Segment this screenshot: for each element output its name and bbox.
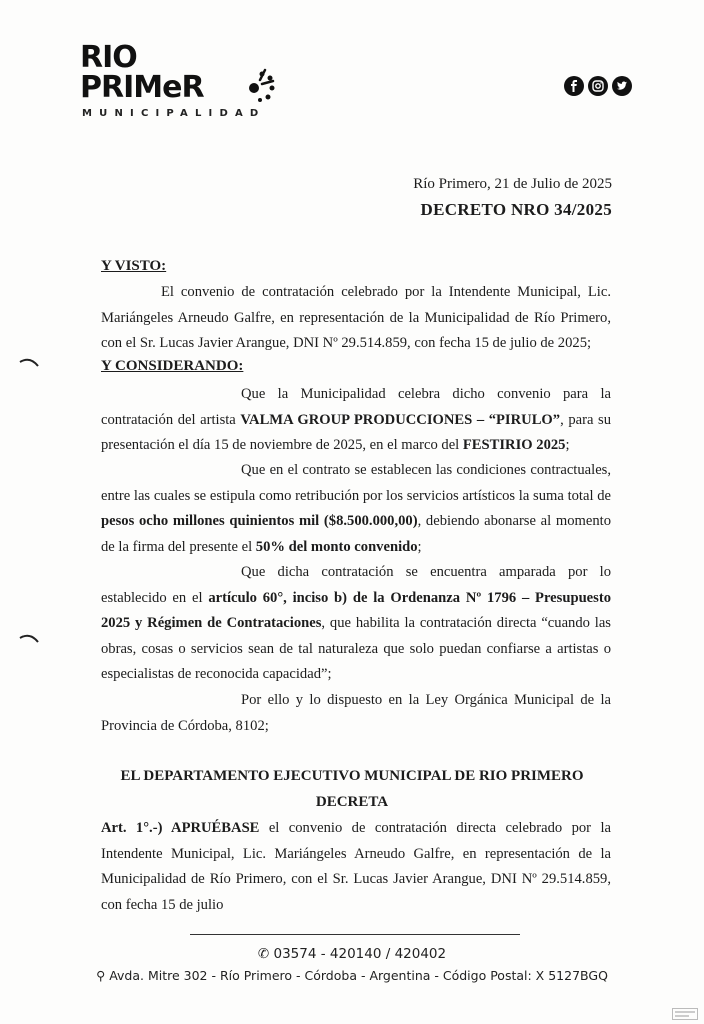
- department-heading: EL DEPARTAMENTO EJECUTIVO MUNICIPAL DE RIO PRIMERO: [120, 768, 584, 784]
- text-span: ;: [417, 538, 422, 555]
- municipality-logo: [80, 40, 300, 124]
- document-date: Río Primero, 21 de Julio de 2025: [413, 176, 612, 192]
- text-span: , para su presentación el día 15 de noviembre de 2025, en el marco del: [101, 411, 611, 454]
- text-span: , que habilita la contratación directa “cuando las obras, cosas o servicios sean de tal naturaleza que solo puedan confiarse a artistas o especialistas de reconocida capacidad”;: [101, 615, 611, 683]
- sun-mark-icon: [240, 64, 280, 104]
- visto-heading: Y VISTO:: [101, 258, 167, 274]
- considerando-paragraph-3: [101, 560, 611, 688]
- decreta-heading: DECRETA: [315, 794, 389, 810]
- footer-divider: [190, 934, 520, 935]
- artist-name: VALMA GROUP PRODUCCIONES – “PIRULO”: [240, 411, 561, 428]
- twitter-icon[interactable]: [612, 76, 632, 96]
- social-icons: [564, 76, 632, 96]
- considerando-paragraph-1: [101, 382, 611, 459]
- text-span: ;: [565, 437, 570, 454]
- margin-mark: [18, 356, 40, 370]
- visto-paragraph: El convenio de contratación celebrado por la Intendente Municipal, Lic. Mariángeles Arneudo Galfre, en representación de la Municipalidad de Río Primero, con el Sr. Lucas Javier Arangue, DNI Nº 29.514.859, con fecha 15 de julio de 2025;: [101, 284, 611, 352]
- footer-phone: [0, 946, 704, 962]
- considerando-paragraph-4: Por ello y lo dispuesto en la Ley Orgánica Municipal de la Provincia de Córdoba, 8102;: [101, 692, 611, 734]
- text-span: , debiendo abonarse al momento de la firma del presente el: [101, 513, 612, 555]
- instagram-icon[interactable]: [588, 76, 608, 96]
- logo-line1: RIO: [80, 40, 137, 75]
- text-span: Que en el contrato se establecen las condiciones contractuales, entre las cuales se estipula como retribución por los servicios artísticos la suma total de: [101, 462, 611, 504]
- margin-mark: [18, 632, 40, 646]
- considerando-heading: Y CONSIDERANDO:: [101, 358, 244, 374]
- logo-subtitle: MUNICIPALIDAD: [82, 108, 266, 119]
- phone-numbers: 03574 - 420140 / 420402: [273, 946, 447, 962]
- text-span: Que la Municipalidad celebra dicho convenio para la contratación del artista: [101, 386, 611, 428]
- address-text: Avda. Mitre 302 - Río Primero - Córdoba - Argentina - Código Postal: X 5127BGQ: [109, 968, 608, 983]
- phone-icon: ✆: [257, 946, 270, 962]
- advance-percentage: 50% del monto convenido: [255, 538, 418, 555]
- logo-line2: PRIMeR: [80, 70, 204, 105]
- article-1-title: Art. 1°.-) APRUÉBASE: [101, 820, 260, 836]
- considerando-paragraph-2: [101, 458, 611, 560]
- contract-amount: pesos ocho millones quinientos mil ($8.500.000,00): [101, 513, 418, 530]
- ordinance-reference: artículo 60°, inciso b) de la Ordenanza Nº 1796 – Presupuesto 2025 y Régimen de Contrataciones: [101, 589, 611, 632]
- article-1-text: el convenio de contratación directa celebrado por la Intendente Municipal, Lic. Mariángeles Arneudo Galfre, en representación de la Municipalidad de Río Primero, con el Sr. Lucas Javier Arangue, DNI Nº 29.514.859, con fecha 15 de julio: [101, 820, 611, 913]
- location-pin-icon: ⚲: [96, 968, 106, 983]
- scanner-watermark-icon: [672, 1008, 698, 1020]
- decree-number: DECRETO NRO 34/2025: [420, 200, 612, 219]
- text-span: Que dicha contratación se encuentra amparada por lo establecido en el: [101, 564, 611, 606]
- facebook-icon[interactable]: [564, 76, 584, 96]
- article-1: [101, 816, 611, 918]
- festival-name: FESTIRIO 2025: [462, 437, 566, 454]
- footer-address: [0, 968, 704, 983]
